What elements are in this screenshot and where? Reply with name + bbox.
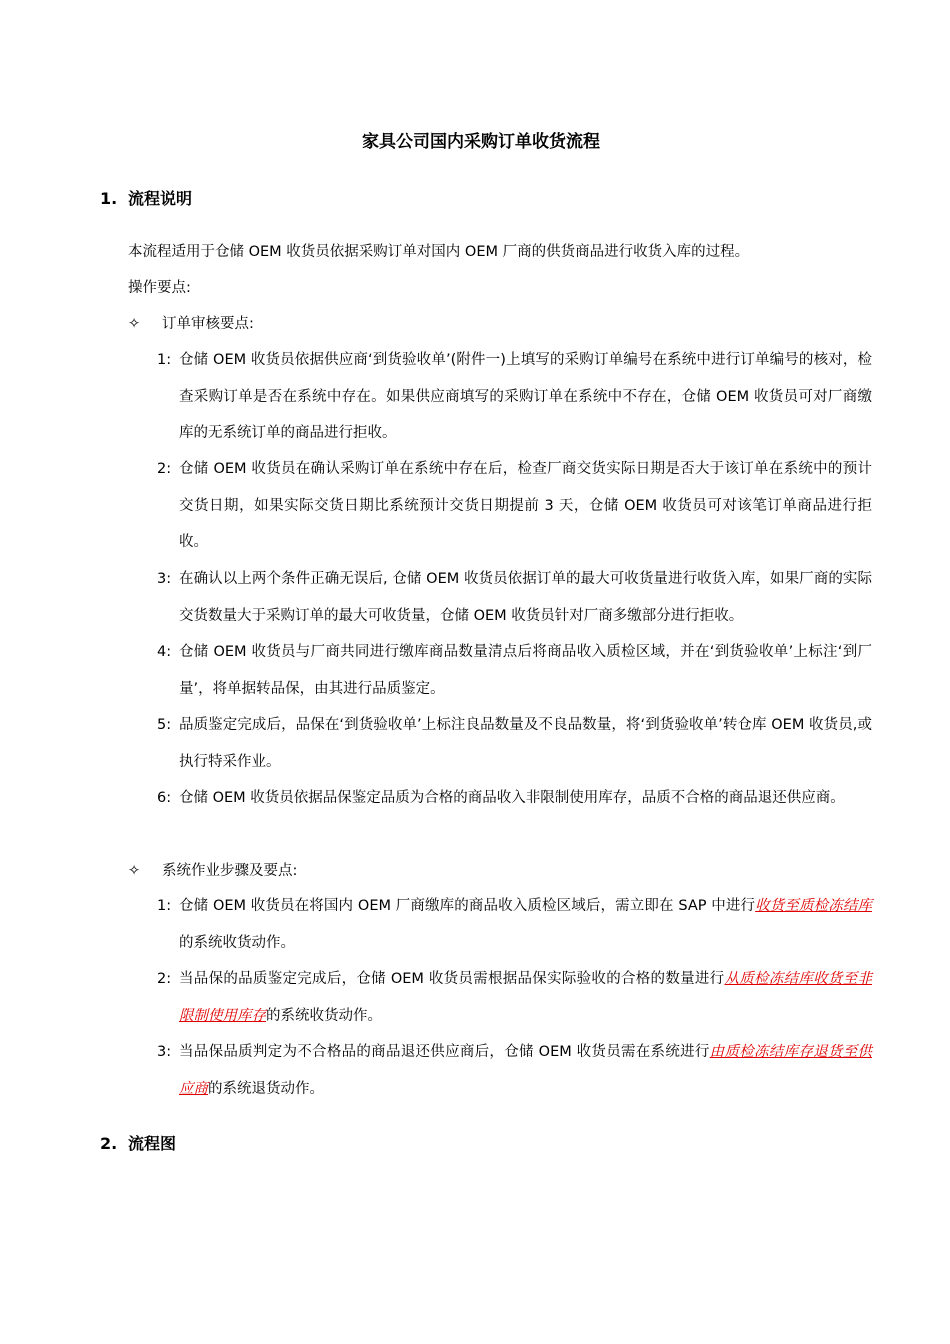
item-text: 仓储 OEM 收货员依据品保鉴定品质为合格的商品收入非限制使用库存，品质不合格的商品退还供应商。 xyxy=(179,790,845,806)
bullet-label: 订单审核要点: xyxy=(162,316,254,332)
section-title: 流程说明 xyxy=(128,189,193,208)
item-text: 仓储 OEM 收货员与厂商共同进行缴库商品数量清点后将商品收入质检区域，并在‘到货验收单’上标注‘到厂量’，将单据转品保，由其进行品质鉴定。 xyxy=(179,644,872,697)
item-text-pre: 当品保的品质鉴定完成后，仓储 OEM 收货员需根据品保实际验收的合格的数量进行 xyxy=(179,971,725,987)
item-number: 4: xyxy=(157,644,172,660)
item-text xyxy=(179,1034,872,1107)
document-title: 家具公司国内采购订单收货流程 xyxy=(362,132,600,152)
item-text: 仓储 OEM 收货员在确认采购订单在系统中存在后，检查厂商交货实际日期是否大于该订单在系统中的预计交货日期，如果实际交货日期比系统预计交货日期提前 3 天，仓储 OEM 收货员可对该笔订单商品进行拒收。 xyxy=(179,461,872,550)
transaction-link[interactable]: 从质检冻结库收货至非限制使用库存 xyxy=(179,971,872,1024)
item-number: 2: xyxy=(157,461,172,477)
intro-paragraph: 本流程适用于仓储 OEM 收货员依据采购订单对国内 OEM 厂商的供货商品进行收货入库的过程。 xyxy=(128,244,750,260)
item-text-pre: 当品保品质判定为不合格品的商品退还供应商后，仓储 OEM 收货员需在系统进行 xyxy=(179,1044,710,1060)
transaction-link[interactable]: 由质检冻结库存退货至供应商 xyxy=(179,1044,872,1097)
item-text xyxy=(179,888,872,961)
list-item xyxy=(157,634,872,707)
list-item xyxy=(157,451,872,561)
item-number: 3: xyxy=(157,571,172,587)
item-number: 1: xyxy=(157,898,172,914)
section-number: 1. xyxy=(100,189,118,208)
bullet-system-steps xyxy=(128,861,297,881)
item-text: 在确认以上两个条件正确无误后, 仓储 OEM 收货员依据订单的最大可收货量进行收货入库，如果厂商的实际交货数量大于采购订单的最大可收货量，仓储 OEM 收货员针对厂商多缴部分进行拒收。 xyxy=(179,571,872,624)
list-item xyxy=(157,342,872,452)
diamond-bullet-icon: ✧ xyxy=(128,316,141,332)
transaction-link[interactable]: 收货至质检冻结库 xyxy=(755,898,873,914)
item-text xyxy=(179,961,872,1034)
list-item xyxy=(157,888,872,961)
bullet-label: 系统作业步骤及要点: xyxy=(162,863,298,879)
list-item xyxy=(157,561,872,634)
item-number: 6: xyxy=(157,790,172,806)
bullet-order-review xyxy=(128,314,254,334)
list-item xyxy=(157,780,872,817)
points-label: 操作要点: xyxy=(128,280,191,296)
list-item xyxy=(157,1034,872,1107)
diamond-bullet-icon: ✧ xyxy=(128,863,141,879)
item-text-pre: 仓储 OEM 收货员在将国内 OEM 厂商缴库的商品收入质检区域后，需立即在 SAP 中进行 xyxy=(179,898,756,914)
item-number: 5: xyxy=(157,717,172,733)
item-number: 2: xyxy=(157,971,172,987)
section-number: 2. xyxy=(100,1134,118,1153)
section-heading-2 xyxy=(100,1133,176,1155)
section-title: 流程图 xyxy=(128,1134,177,1153)
item-text-post: 的系统收货动作。 xyxy=(179,934,295,951)
list-item xyxy=(157,961,872,1034)
item-text-post: 的系统收货动作。 xyxy=(266,1007,382,1024)
item-text-post: 的系统退货动作。 xyxy=(208,1080,324,1097)
item-number: 1: xyxy=(157,352,172,368)
item-text: 仓储 OEM 收货员依据供应商‘到货验收单’(附件一)上填写的采购订单编号在系统中进行订单编号的核对，检查采购订单是否在系统中存在。如果供应商填写的采购订单在系统中不存在，仓储 OEM 收货员可对厂商缴库的无系统订单的商品进行拒收。 xyxy=(179,352,872,441)
list-item xyxy=(157,707,872,780)
item-text: 品质鉴定完成后，品保在‘到货验收单’上标注良品数量及不良品数量，将‘到货验收单’转仓库 OEM 收货员,或执行特采作业。 xyxy=(179,717,872,770)
item-number: 3: xyxy=(157,1044,172,1060)
section-heading-1 xyxy=(100,188,192,210)
